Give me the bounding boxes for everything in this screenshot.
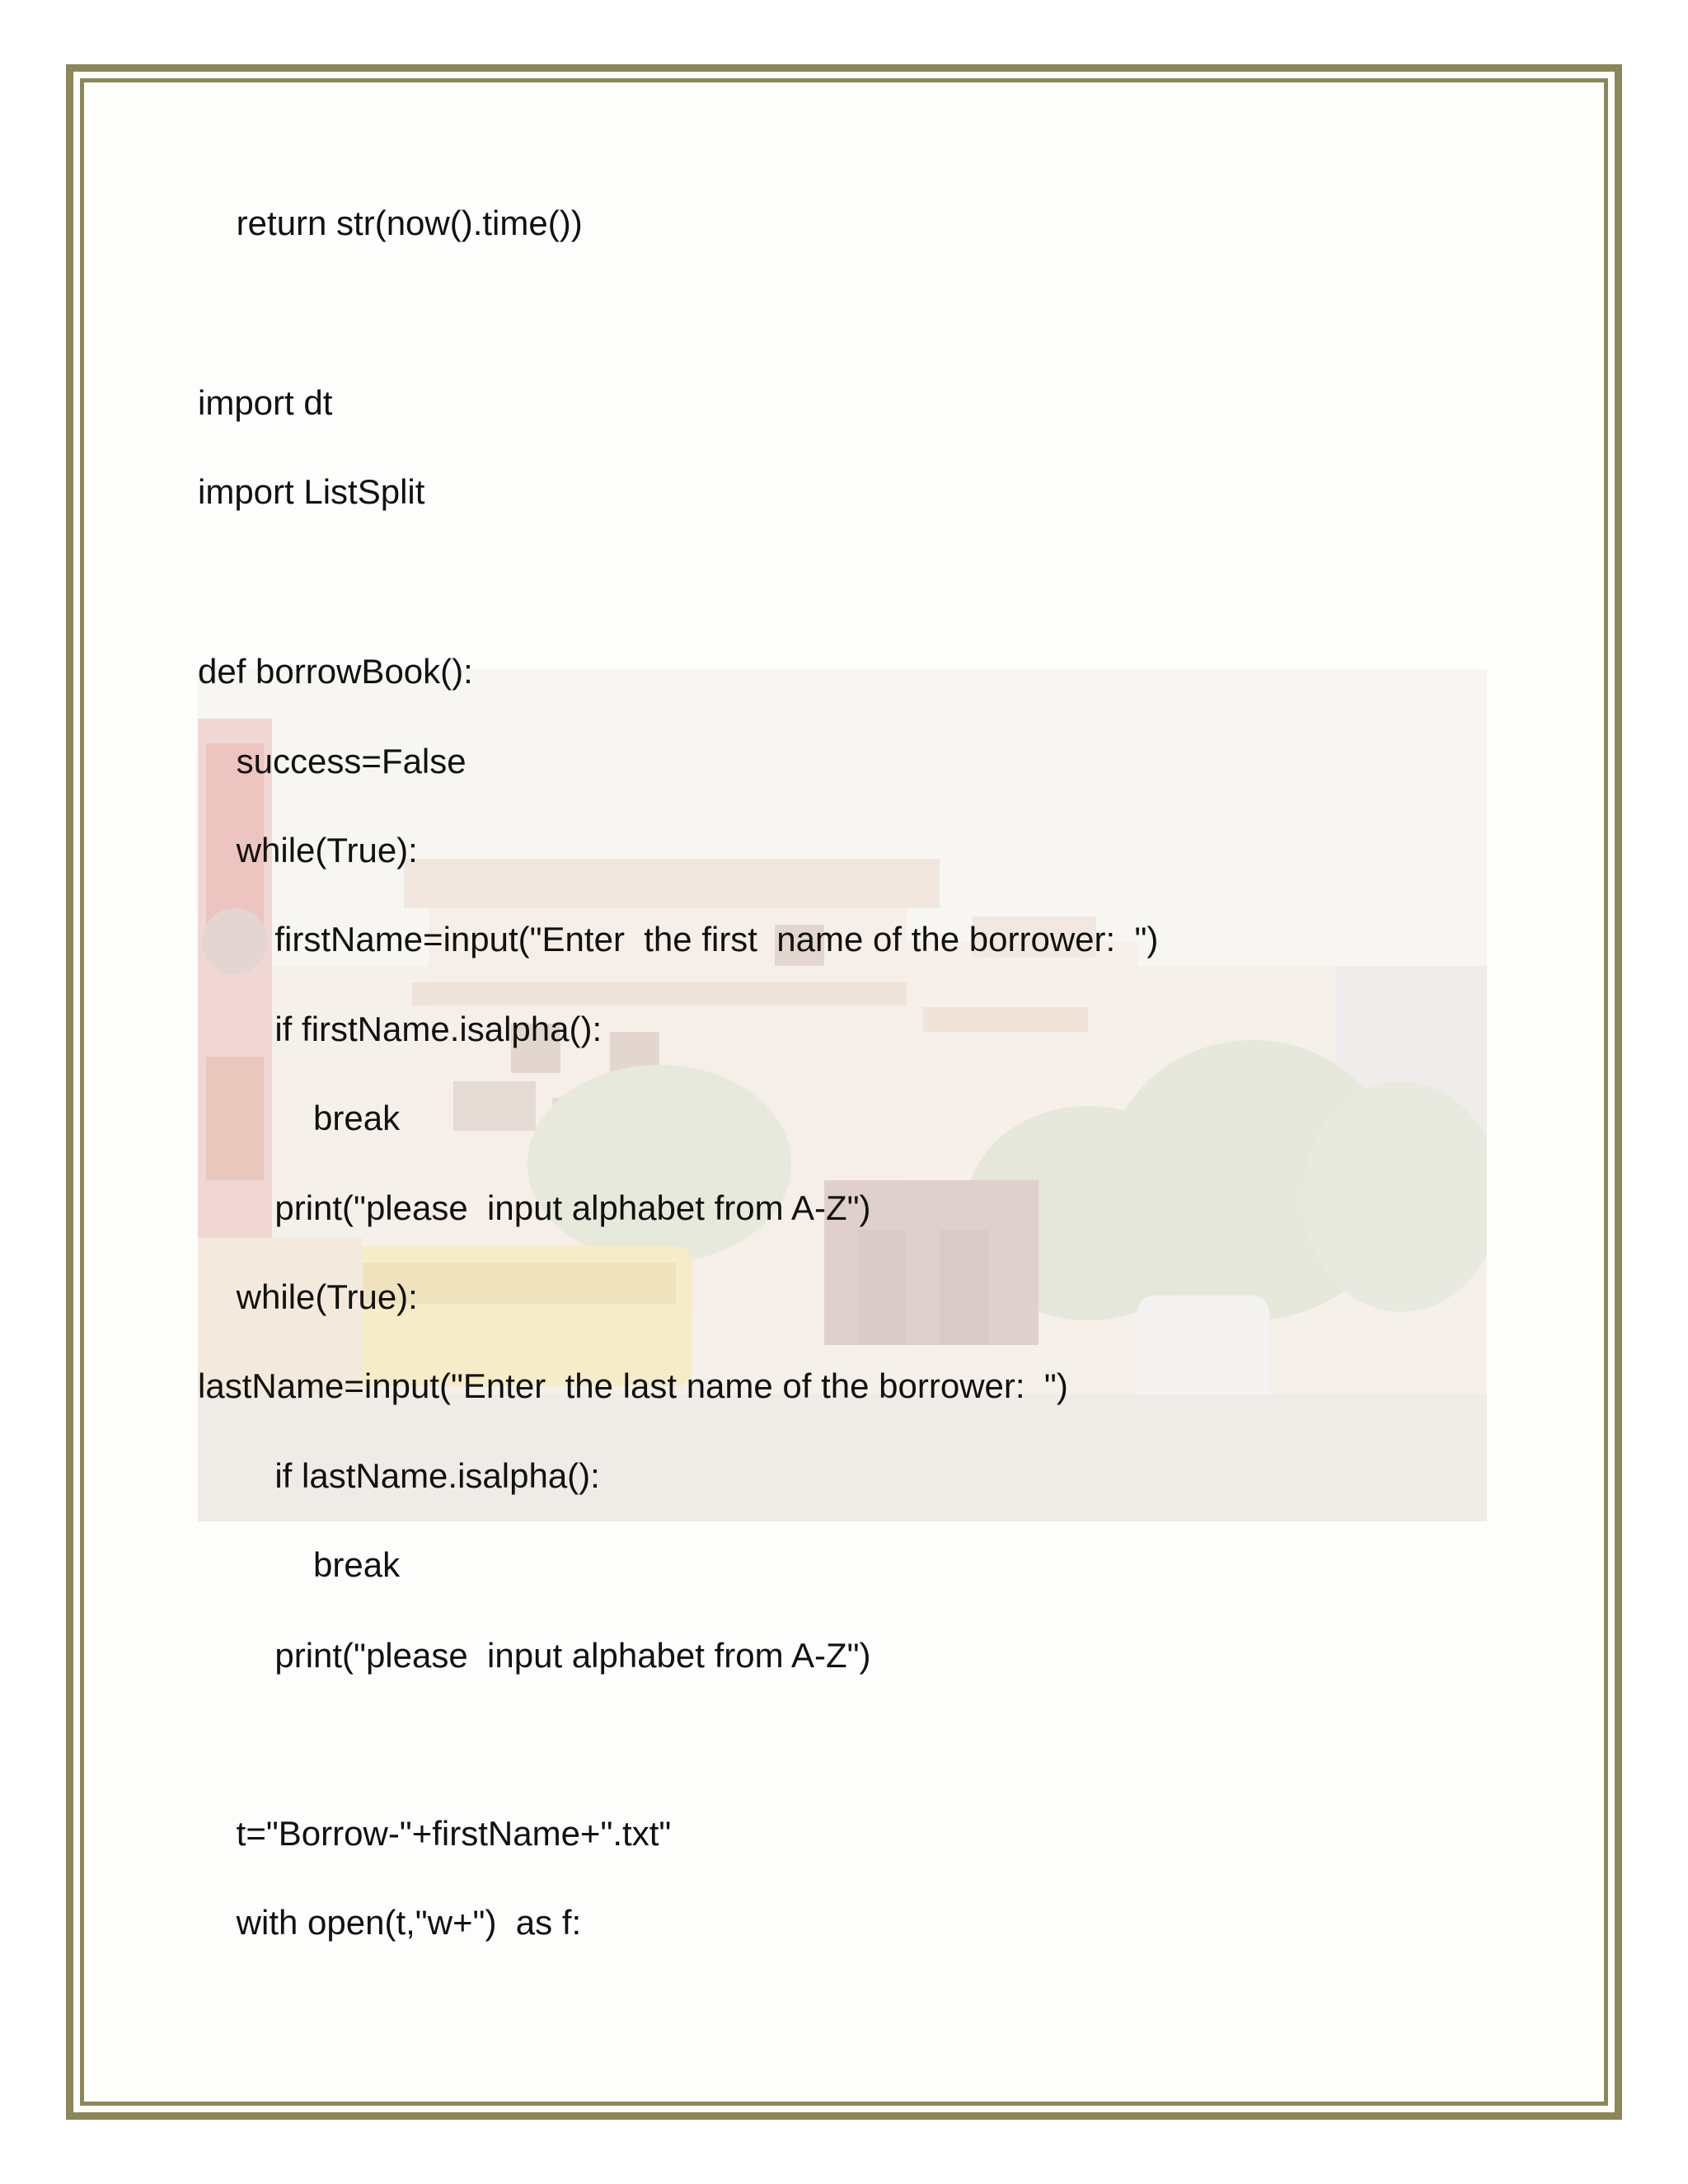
code-line-break-first: break bbox=[198, 1099, 401, 1137]
code-line-if-lastname: if lastName.isalpha(): bbox=[198, 1456, 600, 1495]
code-line-while-last: while(True): bbox=[198, 1277, 418, 1316]
code-line-firstname-input: firstName=input("Enter the first name of the borrower: ") bbox=[198, 920, 1159, 958]
code-line-def-borrowbook: def borrowBook(): bbox=[198, 652, 473, 691]
code-line-print-last: print("please input alphabet from A-Z") bbox=[198, 1636, 871, 1675]
code-line-lastname-input: lastName=input("Enter the last name of the borrower: ") bbox=[198, 1366, 1068, 1405]
code-line-break-last: break bbox=[198, 1545, 401, 1584]
code-line-if-firstname: if firstName.isalpha(): bbox=[198, 1010, 603, 1048]
code-line-success: success=False bbox=[198, 742, 467, 780]
code-line-while-first: while(True): bbox=[198, 831, 418, 869]
code-line-filename: t="Borrow-"+firstName+".txt" bbox=[198, 1814, 672, 1853]
code-line-print-first: print("please input alphabet from A-Z") bbox=[198, 1188, 871, 1227]
code-line-import-dt: import dt bbox=[198, 383, 333, 422]
code-line-return: return str(now().time()) bbox=[198, 204, 583, 242]
code-line-with-open: with open(t,"w+") as f: bbox=[198, 1903, 582, 1942]
code-line-import-listsplit: import ListSplit bbox=[198, 472, 425, 511]
